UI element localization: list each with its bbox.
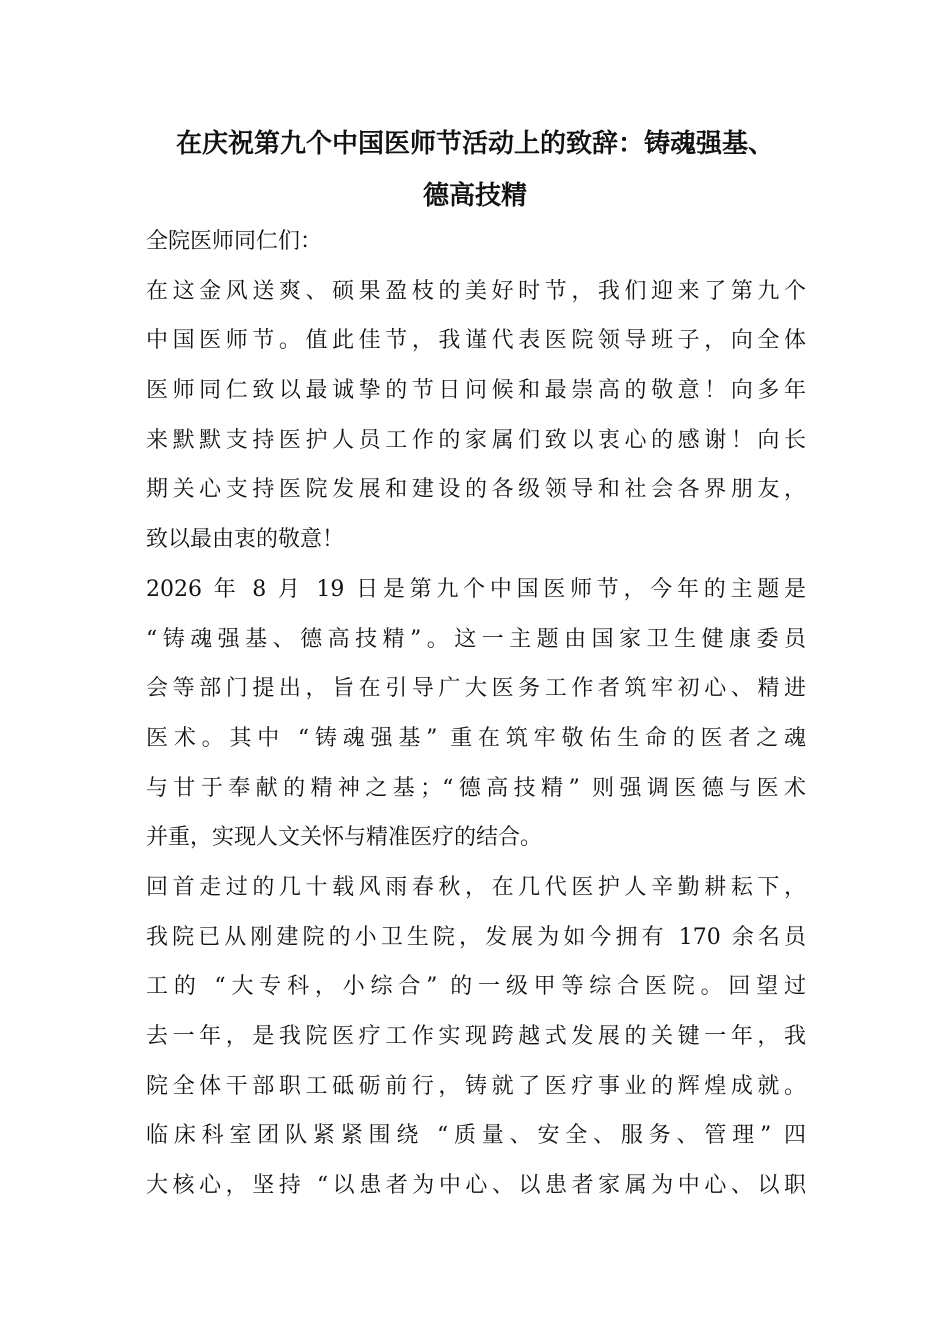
paragraph-line: 院全体干部职工砥砺前行，铸就了医疗事业的辉煌成就。 [146,1073,806,1099]
paragraph-line: “铸魂强基、德高技精”。这一主题由国家卫生健康委员 [146,626,806,652]
paragraph-line: 中国医师节。值此佳节，我谨代表医院领导班子，向全体 [146,328,806,354]
paragraph-line: 临床科室团队紧紧围绕 “质量、安全、服务、管理” 四 [146,1123,806,1149]
greeting-line: 全院医师同仁们： [146,229,323,254]
title-line-2: 德高技精 [422,181,527,211]
document-title [120,118,830,222]
paragraph-line: 在这金风送爽、硕果盈枝的美好时节，我们迎来了第九个 [146,278,806,304]
paragraph-line: 我院已从刚建院的小卫生院，发展为如今拥有 170 余名员 [146,924,806,950]
paragraph-line: 医术。其中 “铸魂强基” 重在筑牢敬佑生命的医者之魂 [146,725,806,751]
paragraph-line: 会等部门提出，旨在引导广大医务工作者筑牢初心、精进 [146,676,806,702]
paragraph-line: 回首走过的几十载风雨春秋，在几代医护人辛勤耕耘下， [146,874,806,900]
paragraph-line: 并重，实现人文关怀与精准医疗的结合。 [146,825,543,851]
paragraph-2 [146,565,806,863]
paragraph-3 [146,863,806,1211]
paragraph-line: 与甘于奉献的精神之基；“德高技精” 则强调医德与医术 [146,775,806,801]
document-body [146,217,806,1211]
paragraph-line: 医师同仁致以最诚挚的节日问候和最崇高的敬意！向多年 [146,378,806,404]
paragraph-line: 去一年，是我院医疗工作实现跨越式发展的关键一年，我 [146,1024,806,1049]
title-line-1: 在庆祝第九个中国医师节活动上的致辞：铸魂强基、 [175,129,774,159]
paragraph-line: 期关心支持医院发展和建设的各级领导和社会各界朋友， [146,477,806,503]
paragraph-1 [146,267,806,565]
paragraph-line: 工的 “大专科，小综合” 的一级甲等综合医院。回望过 [146,974,806,1000]
paragraph-line: 2026 年 8 月 19 日是第九个中国医师节，今年的主题是 [146,576,806,602]
paragraph-line: 来默默支持医护人员工作的家属们致以衷心的感谢！向长 [146,427,806,453]
paragraph-line: 致以最由衷的敬意！ [146,527,345,553]
paragraph-line: 大核心，坚持 “以患者为中心、以患者家属为中心、以职 [146,1173,806,1199]
